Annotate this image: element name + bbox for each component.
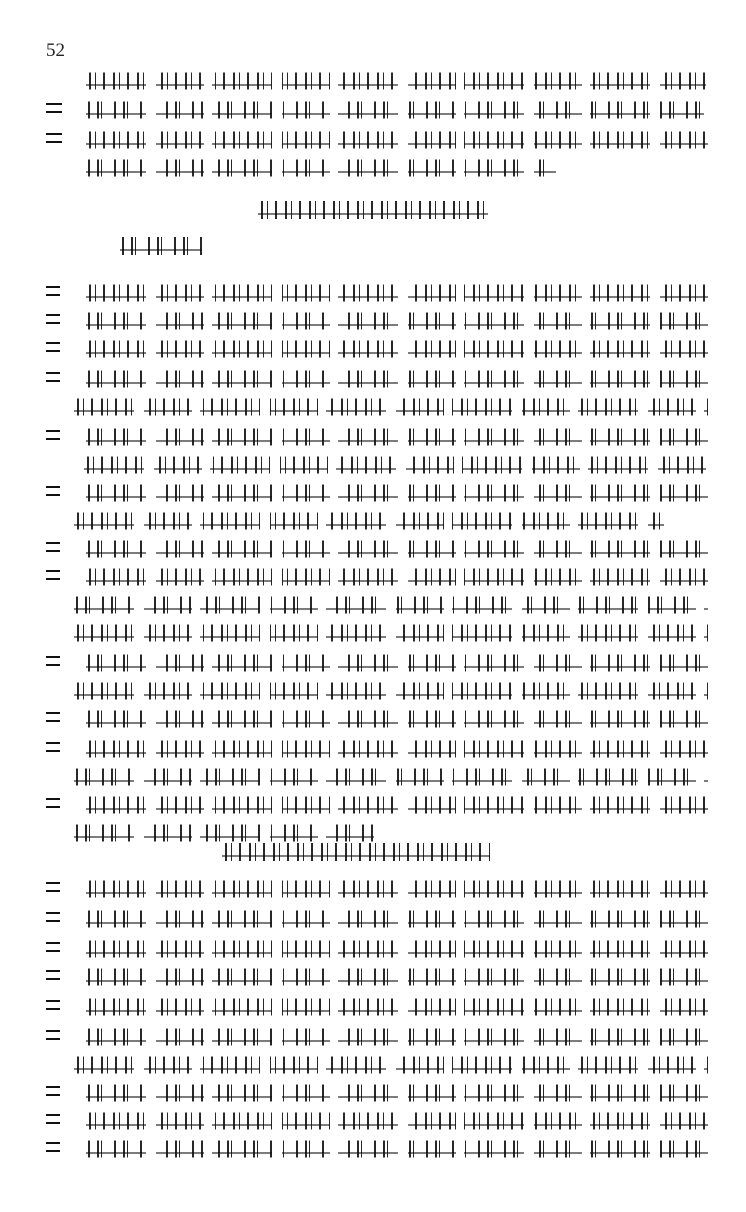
text-line bbox=[44, 394, 708, 420]
line-number bbox=[44, 97, 72, 117]
page-number: 52 bbox=[46, 40, 65, 61]
text-line bbox=[86, 68, 706, 94]
text-line bbox=[44, 1024, 708, 1050]
section-heading-1 bbox=[258, 196, 488, 224]
line-number bbox=[44, 1080, 72, 1100]
line-number bbox=[44, 876, 72, 896]
text-line bbox=[44, 97, 704, 123]
text-line bbox=[44, 876, 708, 902]
line-number bbox=[44, 336, 72, 356]
text-line bbox=[44, 452, 708, 478]
text-line bbox=[44, 964, 708, 990]
line-number bbox=[44, 936, 72, 956]
text-line bbox=[44, 620, 708, 646]
line-number bbox=[44, 1108, 72, 1128]
line-number bbox=[44, 736, 72, 756]
text-line bbox=[44, 678, 708, 704]
section-subheading-1 bbox=[120, 232, 202, 260]
text-line bbox=[44, 280, 708, 306]
text-line bbox=[44, 366, 708, 392]
line-number bbox=[44, 994, 72, 1014]
line-number bbox=[44, 650, 72, 670]
line-number bbox=[44, 308, 72, 328]
text-line bbox=[44, 127, 712, 153]
line-number bbox=[44, 366, 72, 386]
text-line bbox=[44, 536, 708, 562]
line-number bbox=[44, 127, 72, 147]
line-number bbox=[44, 536, 72, 556]
text-line bbox=[44, 336, 708, 362]
line-number bbox=[44, 906, 72, 926]
text-line bbox=[44, 424, 708, 450]
text-line bbox=[44, 508, 664, 534]
text-line bbox=[44, 764, 708, 790]
text-line bbox=[44, 480, 708, 506]
text-line bbox=[44, 308, 708, 334]
line-number bbox=[44, 424, 72, 444]
text-line bbox=[44, 650, 708, 676]
line-number bbox=[44, 792, 72, 812]
text-line bbox=[44, 936, 708, 962]
text-line bbox=[44, 564, 708, 590]
text-line bbox=[44, 906, 708, 932]
text-line bbox=[44, 736, 708, 762]
text-line bbox=[44, 792, 708, 818]
line-number bbox=[44, 480, 72, 500]
text-line bbox=[44, 706, 708, 732]
text-line bbox=[44, 592, 708, 618]
line-number bbox=[44, 564, 72, 584]
text-line bbox=[44, 1080, 708, 1106]
section-heading-2 bbox=[222, 838, 490, 866]
line-number bbox=[44, 1024, 72, 1044]
text-line bbox=[44, 1052, 708, 1078]
line-number bbox=[44, 1136, 72, 1156]
text-line bbox=[44, 1108, 708, 1134]
line-number bbox=[44, 280, 72, 300]
text-line bbox=[44, 994, 708, 1020]
text-line bbox=[86, 155, 556, 181]
text-line bbox=[44, 1136, 708, 1162]
line-number bbox=[44, 706, 72, 726]
line-number bbox=[44, 964, 72, 984]
